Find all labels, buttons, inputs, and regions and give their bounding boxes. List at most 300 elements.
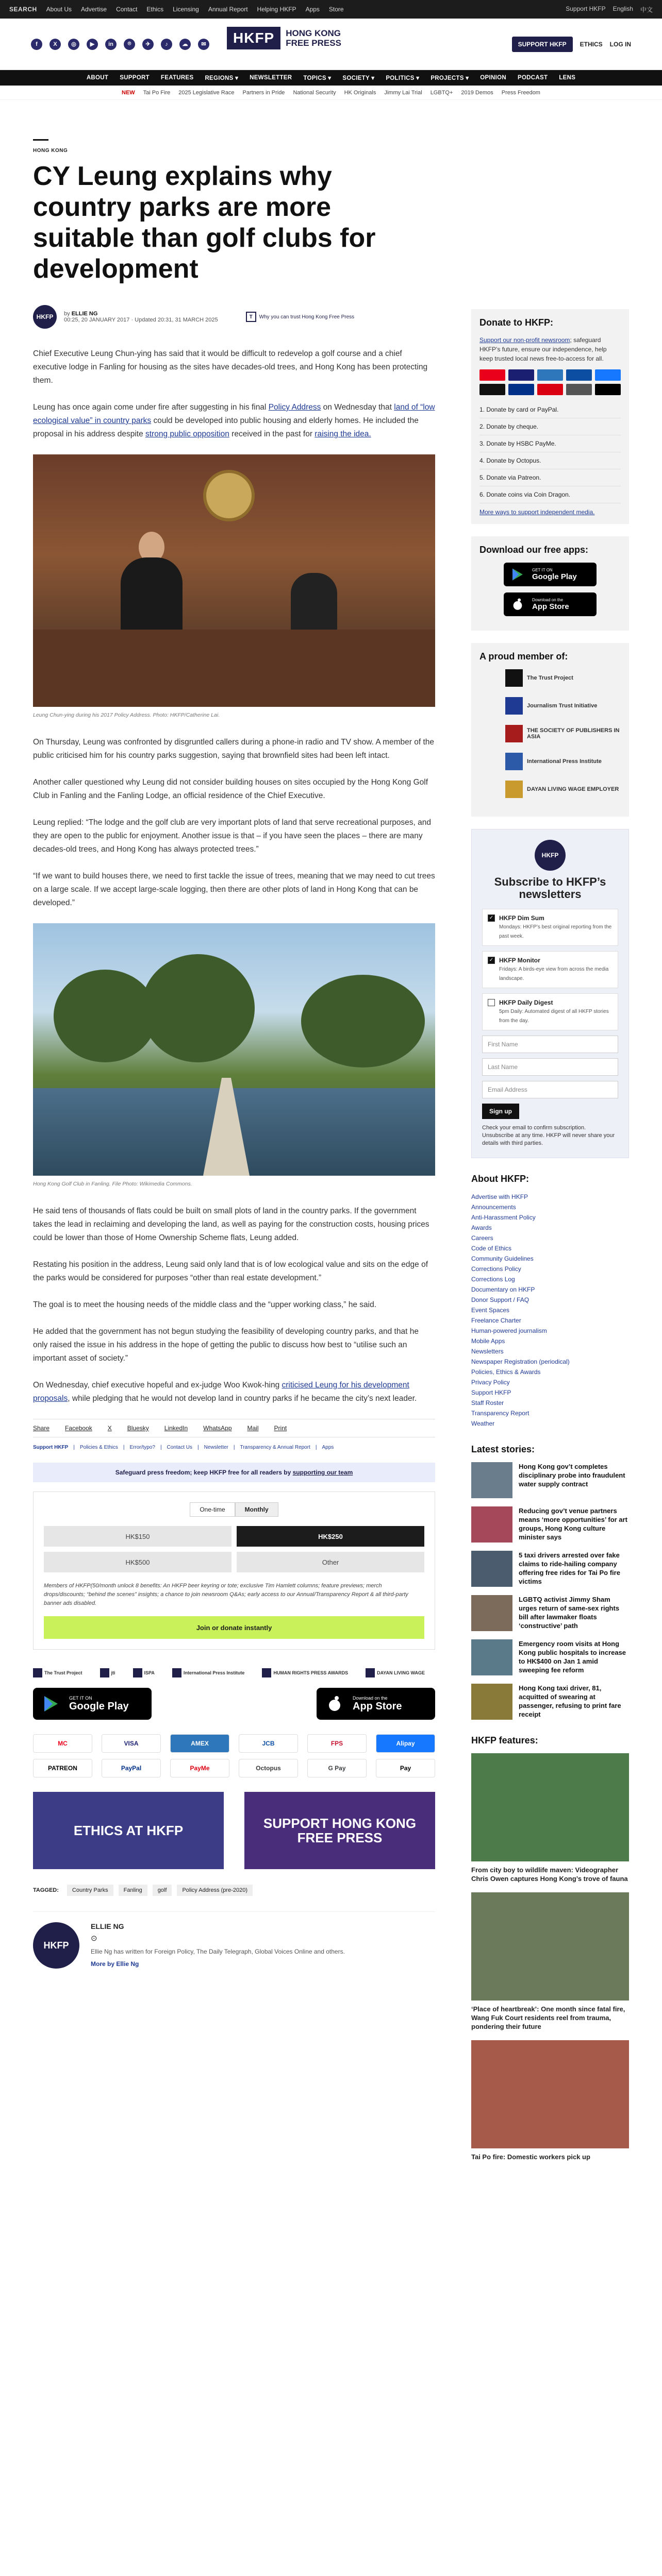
features (471, 1735, 629, 2161)
partner-icon (505, 781, 523, 798)
licensing-link[interactable]: Licensing (173, 6, 199, 13)
about-link[interactable]: Announcements (471, 1204, 516, 1211)
story-headline[interactable]: LGBTQ activist Jimmy Sham urges return of same-sex rights bill after lawmaker floats ‘constructive’ path (519, 1596, 620, 1630)
story-thumbnail[interactable] (471, 1639, 512, 1675)
partner-list (479, 669, 621, 798)
text: received in the past for (229, 430, 315, 438)
share-mail[interactable]: Mail (247, 1425, 259, 1432)
share-print[interactable]: Print (274, 1425, 287, 1432)
public-opposition-link[interactable]: strong public opposition (145, 430, 229, 438)
tag-list (33, 1885, 435, 1896)
author-box-name[interactable]: ELLIE NG (91, 1922, 124, 1930)
story-thumbnail[interactable] (471, 1684, 512, 1720)
trust-logo[interactable]: jti (100, 1668, 115, 1677)
visa-icon (508, 369, 534, 381)
photo-caption: Leung Chun-ying during his 2017 Policy Address. Photo: HKFP/Catherine Lai. (33, 712, 220, 718)
share-bar (33, 1419, 435, 1437)
donation-widget (33, 1492, 435, 1650)
paragraph: He said tens of thousands of flats could be built on small plots of land in the country parks. If the government takes the lead in reclaiming and developing the land, as well as paying for the construction costs, housing prices could be lower than those of Home Ownership Scheme flats, Leung added. (33, 1207, 429, 1242)
newsletter-signup (471, 829, 629, 1158)
error-link[interactable]: Error/typo? (129, 1445, 155, 1450)
transparency-link[interactable]: Transparency & Annual Report (240, 1445, 310, 1450)
spa-icon (133, 1668, 142, 1677)
trending-item[interactable]: Jimmy Lai Trial (384, 89, 422, 96)
x-icon[interactable]: X (49, 39, 61, 50)
trending-item[interactable]: 2025 Legislative Race (178, 89, 235, 96)
paragraph: Chief Executive Leung Chun-ying has said that it would be difficult to redevelop a golf course and a chief executive lodge in Fanling for housing as the sites have decades-old trees, and Hong Kong has been protecting them. (33, 349, 428, 385)
google-play-badge[interactable] (33, 1688, 152, 1720)
award-icon (262, 1668, 271, 1677)
utility-bar (0, 0, 662, 19)
app-store-badges (33, 1688, 435, 1720)
apps-heading: Download our free apps: (479, 545, 589, 555)
article-title: CY Leung explains why country parks are more suitable than golf clubs for development (33, 161, 376, 284)
donate-text (479, 335, 621, 363)
payment-method-icon: PATREON (33, 1759, 92, 1777)
paragraph: He added that the government has not begun studying the feasibility of developing country parks, and that he only raised the issue in his address in the hope of getting the public to discuss how best to “utilise such an important asset of society.” (33, 1327, 419, 1363)
partner-icon (505, 725, 523, 742)
partner-label: Journalism Trust Initiative (527, 703, 598, 709)
trust-project-icon (33, 1668, 42, 1677)
chinese-link[interactable]: 中文 (640, 6, 653, 13)
partner-logo[interactable] (505, 781, 621, 798)
paragraph: On Thursday, Leung was confronted by disgruntled callers during a phone-in radio and TV show. A member of the public criticised him for his country parks suggestion, saying that brownfield sites had been left intact. (33, 738, 435, 760)
nav-projects[interactable]: PROJECTS ▾ (431, 75, 469, 81)
feature-story[interactable] (471, 2040, 629, 2161)
promo-banners (33, 1792, 435, 1869)
support-team-link[interactable]: supporting our team (292, 1469, 353, 1476)
about-us-link[interactable]: About Us (46, 6, 72, 13)
nav-features[interactable]: FEATURES (160, 75, 194, 81)
trust-link[interactable]: Why you can trust Hong Kong Free Press (259, 314, 355, 320)
nav-opinion[interactable]: OPINION (480, 75, 506, 81)
sidebar-app-store[interactable] (504, 592, 597, 616)
text: Leung has once again come under fire after suggesting in his final (33, 403, 269, 412)
byline (33, 305, 435, 329)
podium-desk (33, 630, 435, 707)
youtube-icon[interactable]: ▶ (87, 39, 98, 50)
payment-method-icon: Pay (376, 1759, 435, 1777)
newsletter-desc: Fridays: A birds-eye view from across the media landscape. (499, 967, 609, 981)
nav-lens[interactable]: LENS (559, 75, 576, 81)
tab-monthly[interactable]: Monthly (235, 1502, 278, 1517)
contact-us-link[interactable]: Contact Us (167, 1445, 193, 1450)
donate-option[interactable]: 5. Donate via Patreon. (479, 469, 621, 486)
story-headline[interactable]: Reducing gov’t venue partners means ‘more opportunities’ for art groups, Hong Kong culture minister says (519, 1507, 627, 1541)
logo-mark: HKFP (227, 27, 280, 49)
about-link[interactable]: Community Guidelines (471, 1255, 534, 1262)
new-badge: NEW (122, 89, 135, 96)
site-header (0, 19, 662, 70)
tag[interactable]: golf (153, 1885, 172, 1896)
share-whatsapp[interactable]: WhatsApp (203, 1425, 232, 1432)
main-nav (0, 70, 662, 86)
about-link[interactable]: Donor Support / FAQ (471, 1296, 529, 1303)
about-link[interactable]: Documentary on HKFP (471, 1286, 535, 1293)
annual-report-link[interactable]: Annual Report (208, 6, 248, 13)
checkbox[interactable] (488, 999, 495, 1006)
feature-story[interactable] (471, 1892, 629, 2031)
newsletter-name: HKFP Monitor (499, 957, 540, 964)
sidebar-payment-icons (479, 369, 621, 395)
trending-item[interactable]: National Security (293, 89, 336, 96)
facebook-icon[interactable]: f (31, 39, 42, 50)
latest-story[interactable] (471, 1462, 629, 1498)
author-box-avatar[interactable]: HKFP (33, 1922, 79, 1969)
support-promo[interactable]: SUPPORT HONG KONG FREE PRESS (244, 1792, 435, 1869)
trust-logo[interactable]: ISPA (133, 1668, 155, 1677)
share-label[interactable]: Share (33, 1425, 50, 1432)
sidebar (471, 309, 629, 2171)
instagram-icon[interactable]: ◎ (68, 39, 79, 50)
country-parks-link[interactable]: land of “low ecological value” in country parks (33, 403, 435, 425)
more-ways-link[interactable]: More ways to support independent media. (479, 509, 595, 516)
about-link[interactable]: Mobile Apps (471, 1337, 505, 1345)
safeguard-text: Safeguard press freedom; keep HKFP free for all readers by (115, 1469, 293, 1476)
payment-method-icon: JCB (239, 1734, 298, 1753)
share-linkedin[interactable]: LinkedIn (164, 1425, 188, 1432)
feature-headline[interactable]: ‘Place of heartbreak’: One month since fatal fire, Wang Fuk Court residents reel from trauma, pondering their future (471, 2005, 625, 2030)
badge-big: App Store (353, 1700, 402, 1712)
text: , while pledging that he would not develop land in country parks if he became the city’s next leader. (68, 1394, 417, 1403)
about-link[interactable]: Event Spaces (471, 1307, 510, 1314)
jcb-icon (566, 369, 592, 381)
about-link[interactable]: Transparency Report (471, 1410, 529, 1417)
trust-logo[interactable]: International Press Institute (172, 1668, 245, 1677)
more-by-author-link[interactable]: More by Ellie Ng (91, 1960, 139, 1968)
newsletter-title: Subscribe to HKFP’s newsletters (494, 875, 606, 901)
google-play-icon (42, 1695, 60, 1713)
share-bluesky[interactable]: Bluesky (127, 1425, 149, 1432)
email-icon[interactable]: ✉ (198, 39, 209, 50)
donate-options (479, 401, 621, 503)
amount-other[interactable]: Other (237, 1552, 424, 1572)
badge-small: GET IT ON (69, 1695, 92, 1701)
tag[interactable]: Fanling (119, 1885, 147, 1896)
feature-headline[interactable]: Tai Po fire: Domestic workers pick up (471, 2153, 590, 2161)
share-facebook[interactable]: Facebook (65, 1425, 92, 1432)
logo-line-1: HONG KONG (286, 28, 341, 38)
payment-method-icon: G Pay (307, 1759, 367, 1777)
story-thumbnail[interactable] (471, 1595, 512, 1631)
app-store-badge[interactable] (317, 1688, 435, 1720)
member-heading: A proud member of: (479, 651, 568, 662)
last-name-input[interactable]: Last Name (482, 1058, 618, 1076)
payment-method-icon: MC (33, 1734, 92, 1753)
latest-story[interactable] (471, 1639, 629, 1675)
alipay-icon (595, 369, 621, 381)
about-link[interactable]: Advertise with HKFP (471, 1193, 528, 1200)
donate-option[interactable]: 2. Donate by cheque. (479, 418, 621, 435)
nav-newsletter[interactable]: NEWSLETTER (250, 75, 292, 81)
about-link[interactable]: Awards (471, 1224, 492, 1231)
share-x[interactable]: X (107, 1425, 112, 1432)
partner-logo[interactable] (505, 669, 621, 687)
publish-dates: 00:25, 20 JANUARY 2017 · Updated 20:31, 31 MARCH 2025 (64, 317, 218, 323)
newsletter-option[interactable] (482, 993, 618, 1030)
trending-item[interactable]: Tai Po Fire (143, 89, 171, 96)
nav-society[interactable]: SOCIETY ▾ (342, 75, 375, 81)
payment-methods (33, 1734, 435, 1777)
latest-story[interactable] (471, 1595, 629, 1631)
support-hkfp-button[interactable]: SUPPORT HKFP (512, 37, 573, 52)
partner-label: The Trust Project (527, 675, 573, 681)
patreon-icon (479, 384, 505, 395)
english-link[interactable]: English (613, 5, 633, 12)
sidebar-google-play[interactable] (504, 563, 597, 586)
paragraph (33, 1379, 435, 1405)
paypal-icon (508, 384, 534, 395)
trending-item[interactable]: HK Originals (344, 89, 376, 96)
story-thumbnail[interactable] (471, 1506, 512, 1543)
donate-option[interactable]: 6. Donate coins via Coin Dragon. (479, 486, 621, 503)
apple-icon (511, 598, 524, 611)
newsletter-desc: 5pm Daily: Automated digest of all HKFP stories from the day. (499, 1009, 609, 1024)
trust-project-icon: T (246, 312, 256, 322)
about-heading: About HKFP: (471, 1174, 529, 1184)
apps-link[interactable]: Apps (305, 6, 320, 13)
apple-icon (326, 1695, 343, 1713)
partner-icon (505, 669, 523, 687)
payment-method-icon: VISA (102, 1734, 161, 1753)
raising-idea-link[interactable]: raising the idea. (315, 430, 371, 438)
text: on Wednesday that (321, 403, 394, 412)
tree (54, 970, 157, 1062)
amount-option-selected[interactable]: HK$250 (237, 1526, 424, 1547)
nav-podcast[interactable]: PODCAST (517, 75, 548, 81)
checkbox-checked[interactable]: ✓ (488, 957, 495, 964)
paragraph: Another caller questioned why Leung did not consider building houses on sites occupied by the Hong Kong Golf Club in Fanling and the Fanling Lodge, an official residence of the Chief Executive. (33, 778, 428, 800)
partner-label: International Press Institute (527, 758, 602, 765)
badge-small: Download on the (532, 598, 564, 602)
paragraph: Leung replied: “The lodge and the golf club are very important plots of land that serve recreational purposes, and they are open to the public for enjoyment. Another issue is that – if you have seen the places – there are many decades-old trees, and Hong Kong has always protected trees.” (33, 818, 432, 854)
trust-logos (33, 1668, 435, 1677)
feature-image[interactable] (471, 1892, 629, 2001)
living-wage-icon (366, 1668, 375, 1677)
newsletter-option[interactable] (482, 951, 618, 988)
partner-logo[interactable] (505, 725, 621, 742)
latest-story[interactable] (471, 1684, 629, 1720)
site-logo[interactable] (227, 27, 341, 49)
helping-hkfp-link[interactable]: Helping HKFP (257, 6, 296, 13)
support-link[interactable]: Support HKFP (33, 1445, 69, 1450)
about-link[interactable]: Corrections Log (471, 1276, 515, 1283)
latest-story[interactable] (471, 1551, 629, 1587)
apple-pay-icon (595, 384, 621, 395)
feature-image[interactable] (471, 2040, 629, 2148)
amex-icon (537, 369, 563, 381)
safeguard-banner (33, 1463, 435, 1482)
linkedin-icon[interactable]: in (105, 39, 117, 50)
story-thumbnail[interactable] (471, 1551, 512, 1587)
ethics-promo[interactable]: ETHICS AT HKFP (33, 1792, 224, 1869)
policies-link[interactable]: Policies & Ethics (79, 1445, 118, 1450)
article-kicker[interactable]: HONG KONG (33, 148, 68, 154)
by-label: by (64, 311, 70, 317)
ethics-header-link[interactable]: ETHICS (580, 40, 603, 48)
newsletter-link[interactable]: Newsletter (204, 1445, 228, 1450)
about-link[interactable]: Staff Roster (471, 1399, 504, 1406)
speaker-figure (121, 557, 183, 640)
about-link[interactable]: Privacy Policy (471, 1379, 510, 1386)
features-heading: HKFP features: (471, 1735, 538, 1745)
tab-one-time[interactable]: One-time (190, 1502, 235, 1517)
donate-option[interactable]: 1. Donate by card or PayPal. (479, 401, 621, 418)
badge-small: GET IT ON (532, 568, 553, 572)
badge-big: Google Play (69, 1700, 129, 1712)
trending-item[interactable]: LGBTQ+ (430, 89, 453, 96)
about-link[interactable]: Weather (471, 1420, 495, 1427)
badge-big: Google Play (532, 572, 577, 581)
article-footer-links: Support HKFP | Policies & Ethics | Error/typo? | Contact Us | Newsletter | Transparency & Annual Report | Apps (33, 1445, 334, 1450)
nav-regions[interactable]: REGIONS ▾ (205, 75, 239, 81)
story-headline[interactable]: 5 taxi drivers arrested over fake claims to ride-hailing company offering free rides for Tai Po fire victims (519, 1551, 620, 1585)
about-link[interactable]: Anti-Harassment Policy (471, 1214, 536, 1221)
payment-method-icon: PayMe (170, 1759, 229, 1777)
author-social-icon[interactable]: ⊙ (91, 1934, 97, 1943)
badge-small: Download on the (353, 1695, 388, 1701)
about-links (471, 1192, 629, 1429)
donate-heading: Donate to HKFP: (479, 317, 553, 328)
latest-story[interactable] (471, 1506, 629, 1543)
first-name-input[interactable]: First Name (482, 1036, 618, 1053)
about-link[interactable]: Support HKFP (471, 1389, 511, 1396)
feature-image[interactable] (471, 1753, 629, 1861)
partner-icon (505, 697, 523, 715)
about-link[interactable]: Policies, Ethics & Awards (471, 1368, 541, 1376)
amount-option[interactable]: HK$150 (44, 1526, 231, 1547)
join-donate-button[interactable]: Join or donate instantly (44, 1616, 424, 1639)
feature-headline[interactable]: From city boy to wildlife maven: Videographer Chris Owen captures Hong Kong’s trove of fauna (471, 1866, 628, 1883)
payme-icon (537, 384, 563, 395)
paragraph: “If we want to build houses there, we need to first tackle the issue of trees, meaning that we may need to cut trees on a large scale. If we accept large-scale logging, then there are other plots of land in Hong Kong that can be developed.” (33, 872, 435, 907)
support-hkfp-link[interactable]: Support HKFP (566, 5, 606, 12)
nav-topics[interactable]: TOPICS ▾ (303, 75, 332, 81)
telegram-icon[interactable]: ✈ (142, 39, 154, 50)
contact-link[interactable]: Contact (116, 6, 138, 13)
story-headline[interactable]: Hong Kong taxi driver, 81, acquitted of swearing at passenger, refusing to print fare receipt (519, 1684, 621, 1718)
story-headline[interactable]: Hong Kong gov’t completes disciplinary probe into fraudulent water supply contract (519, 1463, 625, 1488)
ipi-icon (172, 1668, 181, 1677)
payment-method-icon: PayPal (102, 1759, 161, 1777)
badge-big: App Store (532, 602, 569, 611)
trust-logo[interactable]: DAYAN LIVING WAGE (366, 1668, 425, 1677)
partner-icon (505, 753, 523, 770)
gpay-icon (566, 384, 592, 395)
text: could be developed into public housing and elderly homes. He included the proposal in his address despite (33, 416, 419, 438)
email-input[interactable]: Email Address (482, 1081, 618, 1098)
nav-politics[interactable]: POLITICS ▾ (386, 75, 420, 81)
partner-label: THE SOCIETY OF PUBLISHERS IN ASIA (527, 727, 620, 740)
bluesky-icon[interactable]: ☁ (179, 39, 191, 50)
threads-icon[interactable]: ⌾ (124, 39, 135, 50)
about-link[interactable]: Newsletters (471, 1348, 504, 1355)
about-link[interactable]: Human-powered journalism (471, 1327, 547, 1334)
membership-note: Members of HKFP(50/month unlock 8 benefits: An HKFP beer keyring or tote; exclusive Tim Hamlett columns; feature previews; merch drops/discounts; “behind the scenes” insights; a chance to join newsroom Q&As; early access to our Annual/Transparency Report & all third-party banner ads disabled. (44, 1583, 408, 1606)
mastercard-icon (479, 369, 505, 381)
tree (301, 975, 425, 1067)
trust-logo[interactable]: The Trust Project (33, 1668, 82, 1677)
author-avatar[interactable]: HKFP (33, 305, 57, 329)
tag[interactable]: Policy Address (pre-2020) (177, 1885, 253, 1896)
nav-about[interactable]: ABOUT (86, 75, 109, 81)
logo-line-2: FREE PRESS (286, 38, 341, 48)
woo-criticism-link[interactable]: criticised Leung for his development proposals (33, 1381, 409, 1403)
story-thumbnail[interactable] (471, 1462, 512, 1498)
paragraph: Restating his position in the address, Leung said only land that is of low ecological value and sits on the edge of the parks would be considered for purposes “other than real estate development.” (33, 1260, 428, 1282)
tag[interactable]: Country Parks (67, 1885, 113, 1896)
photo-caption: Hong Kong Golf Club in Fanling. File Photo: Wikimedia Commons. (33, 1181, 192, 1187)
text: On Wednesday, chief executive hopeful and ex-judge Woo Kwok-hing (33, 1381, 282, 1389)
trust-logo[interactable]: HUMAN RIGHTS PRESS AWARDS (262, 1668, 348, 1677)
feature-story[interactable] (471, 1753, 629, 1883)
tiktok-icon[interactable]: ♪ (161, 39, 172, 50)
donate-card (471, 309, 629, 524)
newsletter-name: HKFP Dim Sum (499, 914, 544, 922)
newsletter-option[interactable] (482, 909, 618, 946)
payment-method-icon: FPS (307, 1734, 367, 1753)
non-profit-link[interactable]: Support our non-profit newsroom (479, 336, 570, 344)
store-link[interactable]: Store (328, 6, 344, 13)
donate-option[interactable]: 3. Donate by HSBC PayMe. (479, 435, 621, 452)
trending-nav (0, 86, 662, 100)
author-name[interactable]: ELLIE NG (71, 311, 98, 317)
login-link[interactable]: LOG IN (609, 40, 631, 48)
about-link[interactable]: Code of Ethics (471, 1245, 512, 1252)
tags-label: TAGGED: (33, 1887, 59, 1893)
author-box (33, 1911, 435, 1969)
about-link[interactable]: Newspaper Registration (periodical) (471, 1358, 570, 1365)
ethics-link[interactable]: Ethics (146, 6, 164, 13)
partner-label: DAYAN LIVING WAGE EMPLOYER (527, 786, 619, 792)
donate-option[interactable]: 4. Donate by Octopus. (479, 452, 621, 469)
about-link[interactable]: Freelance Charter (471, 1317, 521, 1324)
apps-footer-link[interactable]: Apps (322, 1445, 334, 1450)
hk-emblem (203, 470, 255, 521)
amount-option[interactable]: HK$500 (44, 1552, 231, 1572)
newsletter-desc: Mondays: HKFP’s best original reporting from the past week. (499, 924, 612, 939)
signup-button[interactable]: Sign up (482, 1104, 519, 1119)
checkbox-checked[interactable]: ✓ (488, 914, 495, 922)
story-headline[interactable]: Emergency room visits at Hong Kong public hospitals to increase to HK$400 on Jan 1 amid sweeping fee reform (519, 1640, 626, 1674)
trending-item[interactable]: 2019 Demos (461, 89, 493, 96)
jti-icon (100, 1668, 109, 1677)
policy-address-photo[interactable] (33, 454, 435, 707)
payment-method-icon: Octopus (239, 1759, 298, 1777)
partner-logo[interactable] (505, 697, 621, 715)
advertise-link[interactable]: Advertise (81, 6, 107, 13)
about-link[interactable]: Careers (471, 1234, 493, 1242)
latest-stories (471, 1444, 629, 1720)
kicker-rule (33, 139, 48, 141)
golf-club-photo[interactable] (33, 923, 435, 1176)
article (33, 139, 435, 1969)
tree (141, 954, 255, 1062)
nav-support[interactable]: SUPPORT (120, 75, 150, 81)
search-link[interactable]: SEARCH (9, 6, 37, 13)
payment-method-icon: AMEX (170, 1734, 229, 1753)
newsletter-fine-print: Check your email to confirm subscription. Unsubscribe at any time. HKFP will never share your details with third parties. (482, 1125, 615, 1146)
text: ; safeguard HKFP’s future, ensure our independence, help keep trusted local news free-to-access for all. (479, 336, 607, 362)
trending-item[interactable]: Press Freedom (501, 89, 540, 96)
newsletter-name: HKFP Daily Digest (499, 999, 553, 1006)
policy-address-link[interactable]: Policy Address (268, 403, 321, 412)
trending-item[interactable]: Partners in Pride (242, 89, 285, 96)
partner-logo[interactable] (505, 753, 621, 770)
google-play-icon (511, 568, 524, 581)
about-link[interactable]: Corrections Policy (471, 1265, 521, 1273)
apps-card (471, 536, 629, 631)
